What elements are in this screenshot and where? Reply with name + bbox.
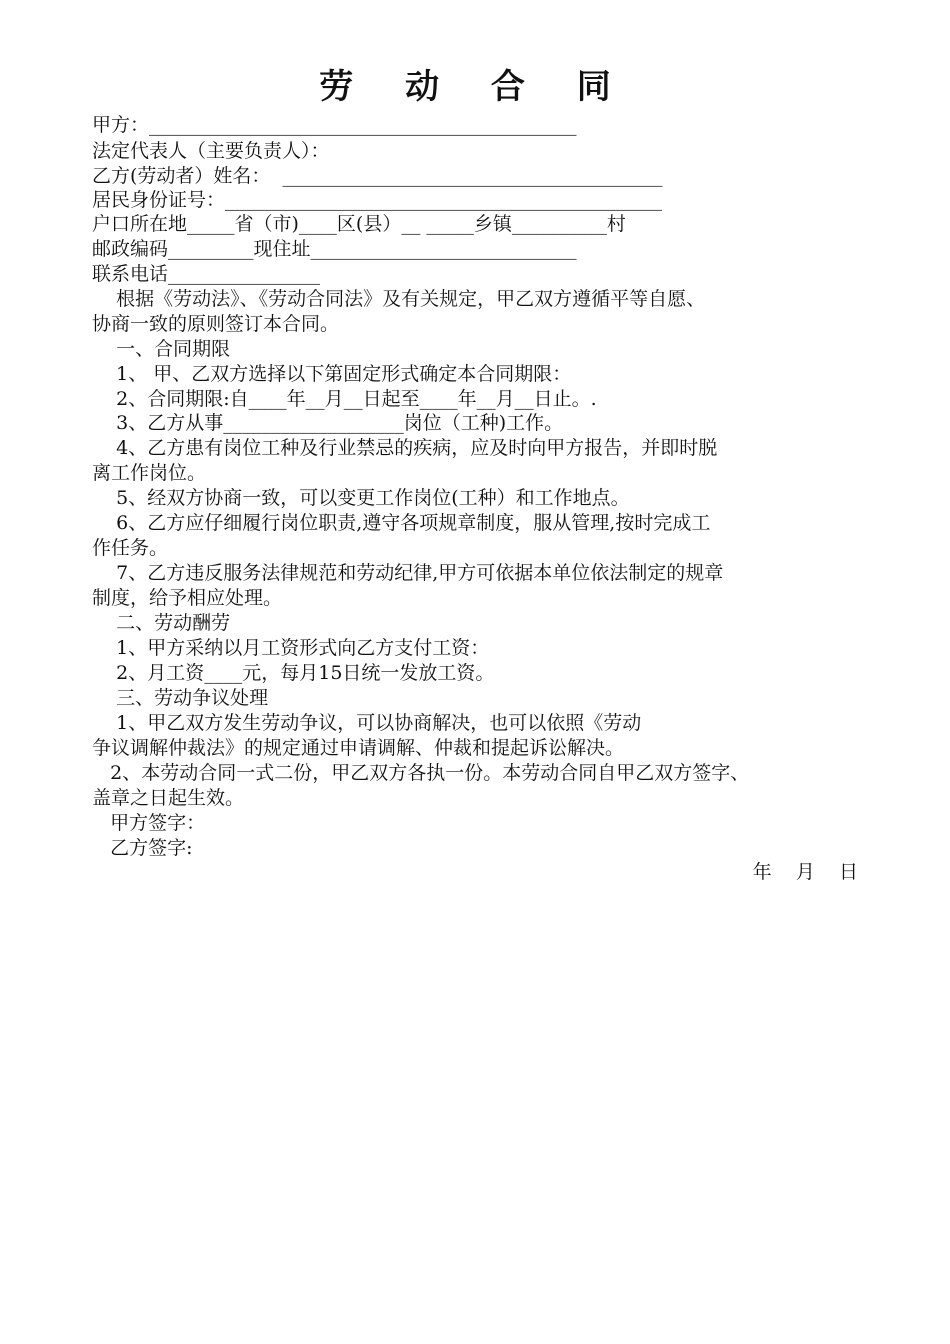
clause-1-2: 2、合同期限:自____年__月__日起至____年__月__日止。. <box>92 388 597 410</box>
clause-3-1: 1、甲乙双方发生劳动争议，可以协商解决，也可以依照《劳动 <box>92 712 642 734</box>
phone-line: 联系电话________________ <box>92 263 321 285</box>
clause-1-6-cont: 作任务。 <box>92 537 169 559</box>
clause-1-3: 3、乙方从事___________________岗位（工种)工作。 <box>92 412 564 434</box>
clause-3-2-cont: 盖章之日起生效。 <box>92 787 245 809</box>
section-1-heading: 一、合同期限 <box>92 338 231 360</box>
signature-date: 年 月 日 <box>752 861 858 883</box>
party-a-signature-label: 甲方签字： <box>92 812 206 834</box>
section-2-heading: 二、劳动酬劳 <box>92 612 231 634</box>
preamble-line-1: 根据《劳动法》、《劳动合同法》及有关规定，甲乙双方遵循平等自愿、 <box>92 288 706 310</box>
clause-2-2: 2、月工资____元，每月15日统一发放工资。 <box>92 662 495 684</box>
section-3-heading: 三、劳动争议处理 <box>92 687 269 709</box>
legal-representative-line: 法定代表人（主要负责人）： <box>92 140 330 162</box>
clause-1-4-cont: 离工作岗位。 <box>92 462 207 484</box>
clause-1-6: 6、乙方应仔细履行岗位职责,遵守各项规章制度，服从管理,按时完成工 <box>92 512 711 534</box>
preamble-line-2: 协商一致的原则签订本合同。 <box>92 313 340 335</box>
clause-3-1-cont: 争议调解仲裁法》的规定通过申请调解、仲裁和提起诉讼解决。 <box>92 737 625 759</box>
clause-3-2: 2、本劳动合同一式二份，甲乙双方各执一份。本劳动合同自甲乙双方签字、 <box>92 762 750 784</box>
clause-1-5: 5、经双方协商一致，可以变更工作岗位(工种）和工作地点。 <box>92 487 630 509</box>
postal-address-line: 邮政编码_________现住址____________________________ <box>92 238 577 260</box>
clause-2-1: 1、甲方采纳以月工资形式向乙方支付工资： <box>92 637 490 659</box>
clause-1-7: 7、乙方违反服务法律规范和劳动纪律,甲方可依据本单位依法制定的规章 <box>92 562 724 584</box>
id-number-line: 居民身份证号：______________________________________________ <box>92 189 663 211</box>
clause-1-7-cont: 制度，给予相应处理。 <box>92 587 283 609</box>
party-b-name-line: 乙方(劳动者）姓名： ________________________________________ <box>92 165 663 187</box>
party-a-line: 甲方：_____________________________________________ <box>92 114 577 136</box>
party-b-signature-label: 乙方签字: <box>92 837 193 859</box>
clause-1-4: 4、乙方患有岗位工种及行业禁忌的疾病，应及时向甲方报告，并即时脱 <box>92 437 718 459</box>
residence-line: 户口所在地_____省（市)____区(县）__ _____乡镇__________村 <box>92 213 626 235</box>
clause-1-1: 1、 甲、乙双方选择以下第固定形式确定本合同期限： <box>92 363 572 385</box>
document-title: 劳 动 合 同 <box>319 67 631 107</box>
